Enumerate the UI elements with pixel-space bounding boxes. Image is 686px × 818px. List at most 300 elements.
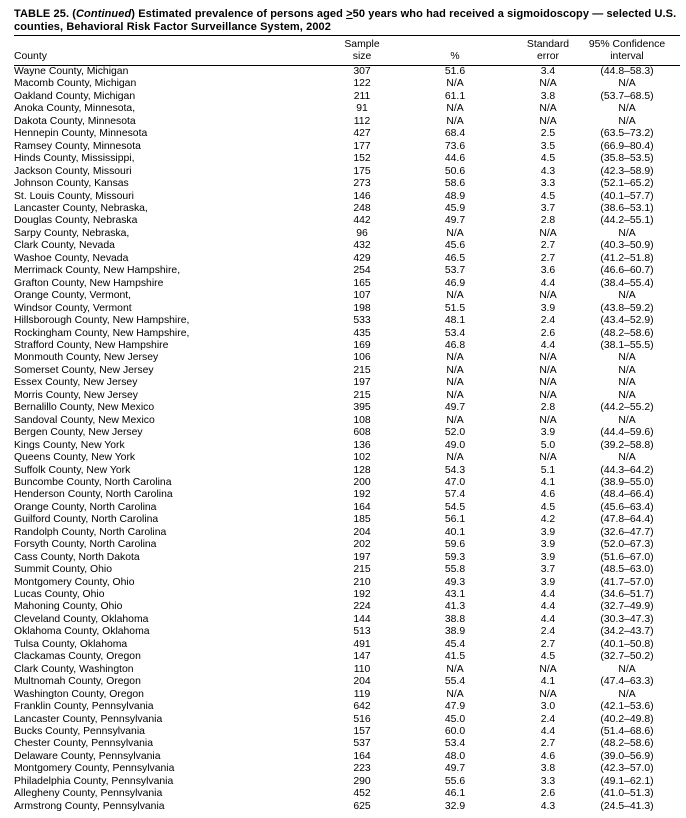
cell-confidence-interval: N/A	[618, 688, 636, 700]
cell-sample-size: 491	[353, 638, 371, 650]
cell-percent: 49.3	[444, 576, 466, 588]
cell-percent: 58.6	[444, 178, 466, 190]
cell-percent: 49.0	[444, 439, 466, 451]
cell-percent: 57.4	[444, 489, 466, 501]
cell-confidence-interval: (44.8–58.3)	[600, 66, 654, 77]
cell-confidence-interval: (44.2–55.1)	[600, 215, 654, 227]
cell-county: Somerset County, New Jersey	[14, 364, 154, 376]
cell-county: Washoe County, Nevada	[14, 252, 129, 264]
cell-standard-error: 3.5	[540, 140, 556, 152]
cell-county: Strafford County, New Hampshire	[14, 339, 169, 351]
cell-sample-size: 248	[353, 202, 371, 214]
cell-county: Rockingham County, New Hampshire,	[14, 327, 190, 339]
cell-sample-size: 254	[353, 265, 371, 277]
cell-confidence-interval: (32.6–47.7)	[600, 526, 654, 538]
cell-percent: 48.1	[444, 315, 466, 327]
cell-percent: 56.1	[444, 514, 466, 526]
cell-confidence-interval: (41.0–51.3)	[600, 788, 654, 800]
cell-county: Merrimack County, New Hampshire,	[14, 265, 181, 277]
cell-sample-size: 144	[353, 613, 371, 625]
cell-standard-error: 3.6	[540, 265, 556, 277]
cell-percent: 59.6	[444, 539, 466, 551]
cell-percent: 47.0	[444, 476, 466, 488]
cell-confidence-interval: (48.2–58.6)	[600, 327, 654, 339]
cell-percent: 51.5	[444, 302, 466, 314]
table-row	[14, 265, 680, 277]
cell-confidence-interval: (53.7–68.5)	[600, 90, 654, 102]
cell-county: Hennepin County, Minnesota	[14, 128, 148, 140]
cell-standard-error: 3.9	[540, 576, 556, 588]
table-row	[14, 303, 680, 315]
table-row	[14, 103, 680, 115]
cell-percent: 32.9	[444, 800, 466, 812]
cell-standard-error: N/A	[539, 452, 557, 464]
header-sample-size: Sample size	[336, 36, 388, 66]
cell-standard-error: 2.7	[540, 638, 556, 650]
cell-sample-size: 215	[353, 364, 371, 376]
cell-standard-error: 3.9	[540, 427, 556, 439]
table-row	[14, 253, 680, 265]
cell-percent: N/A	[446, 663, 464, 675]
table-title-line2: counties, Behavioral Risk Factor Surveillance System, 2002	[14, 20, 331, 33]
cell-sample-size: 307	[353, 66, 371, 77]
cell-standard-error: 2.7	[540, 738, 556, 750]
cell-county: Cleveland County, Oklahoma	[14, 613, 149, 625]
table-row	[14, 564, 680, 576]
cell-percent: 68.4	[444, 128, 466, 140]
cell-confidence-interval: (35.8–53.5)	[600, 153, 654, 165]
cell-sample-size: 273	[353, 178, 371, 190]
cell-percent: N/A	[446, 377, 464, 389]
table-row	[14, 215, 680, 227]
cell-percent: 55.4	[444, 676, 466, 688]
cell-percent: 48.9	[444, 190, 466, 202]
cell-percent: N/A	[446, 78, 464, 90]
cell-county: Lancaster County, Nebraska,	[14, 202, 148, 214]
cell-standard-error: 4.3	[540, 800, 556, 812]
cell-percent: 41.5	[444, 651, 466, 663]
table-row	[14, 626, 680, 638]
table-row	[14, 701, 680, 713]
table-row	[14, 228, 680, 240]
cell-confidence-interval: (43.8–59.2)	[600, 302, 654, 314]
cell-county: Oakland County, Michigan	[14, 90, 136, 102]
table-row	[14, 402, 680, 414]
table-row	[14, 763, 680, 775]
cell-sample-size: 157	[353, 726, 371, 738]
cell-standard-error: 2.7	[540, 252, 556, 264]
cell-percent: N/A	[446, 290, 464, 302]
cell-sample-size: 192	[353, 489, 371, 501]
cell-percent: N/A	[446, 352, 464, 364]
cell-confidence-interval: (41.7–57.0)	[600, 576, 654, 588]
cell-percent: 49.7	[444, 763, 466, 775]
table-row	[14, 465, 680, 477]
cell-sample-size: 192	[353, 589, 371, 601]
header-row	[14, 36, 680, 66]
cell-confidence-interval: (39.2–58.8)	[600, 439, 654, 451]
cell-county: Summit County, Ohio	[14, 564, 112, 576]
cell-percent: 49.7	[444, 402, 466, 414]
cell-standard-error: 4.5	[540, 501, 556, 513]
cell-percent: 55.6	[444, 775, 466, 787]
cell-sample-size: 165	[353, 277, 371, 289]
cell-sample-size: 452	[353, 788, 371, 800]
table-row	[14, 751, 680, 763]
cell-sample-size: 108	[353, 414, 371, 426]
cell-percent: 38.8	[444, 613, 466, 625]
cell-standard-error: 4.4	[540, 613, 556, 625]
cell-confidence-interval: N/A	[618, 377, 636, 389]
cell-county: Multnomah County, Oregon	[14, 676, 141, 688]
cell-confidence-interval: (44.3–64.2)	[600, 464, 654, 476]
table-title-line1: TABLE 25. (Continued) Estimated prevalence of persons aged >50 years who had received a sigmoidoscopy — selected U.S.	[14, 8, 677, 20]
cell-sample-size: 164	[353, 750, 371, 762]
table-row	[14, 203, 680, 215]
cell-sample-size: 91	[356, 103, 368, 115]
table-row	[14, 539, 680, 551]
cell-confidence-interval: (52.0–67.3)	[600, 539, 654, 551]
cell-county: Johnson County, Kansas	[14, 178, 129, 190]
cell-confidence-interval: (30.3–47.3)	[600, 613, 654, 625]
table-row	[14, 66, 680, 79]
cell-standard-error: N/A	[539, 352, 557, 364]
cell-confidence-interval: N/A	[618, 103, 636, 115]
cell-county: Washington County, Oregon	[14, 688, 144, 700]
cell-county: Lancaster County, Pennsylvania	[14, 713, 163, 725]
cell-standard-error: 3.7	[540, 564, 556, 576]
table-row	[14, 514, 680, 526]
cell-county: Anoka County, Minnesota,	[14, 103, 136, 115]
cell-standard-error: 4.4	[540, 277, 556, 289]
cell-standard-error: 4.4	[540, 589, 556, 601]
cell-confidence-interval: (43.4–52.9)	[600, 315, 654, 327]
cell-standard-error: N/A	[539, 290, 557, 302]
cell-sample-size: 110	[353, 663, 371, 675]
cell-sample-size: 200	[353, 476, 371, 488]
cell-confidence-interval: (40.1–50.8)	[600, 638, 654, 650]
cell-county: Dakota County, Minnesota	[14, 115, 136, 127]
cell-confidence-interval: (32.7–50.2)	[600, 651, 654, 663]
cell-percent: 43.1	[444, 589, 466, 601]
cell-sample-size: 136	[353, 439, 371, 451]
cell-confidence-interval: (46.6–60.7)	[600, 265, 654, 277]
table-row	[14, 601, 680, 613]
cell-standard-error: N/A	[539, 389, 557, 401]
cell-percent: 48.0	[444, 750, 466, 762]
greater-equal-symbol: >	[346, 8, 353, 20]
cell-percent: 45.6	[444, 240, 466, 252]
table-row	[14, 141, 680, 153]
cell-confidence-interval: (47.8–64.4)	[600, 514, 654, 526]
cell-sample-size: 147	[353, 651, 371, 663]
cell-sample-size: 112	[353, 115, 371, 127]
cell-confidence-interval: (34.6–51.7)	[600, 589, 654, 601]
cell-sample-size: 290	[353, 775, 371, 787]
cell-county: St. Louis County, Missouri	[14, 190, 134, 202]
cell-standard-error: 2.6	[540, 788, 556, 800]
cell-sample-size: 429	[353, 252, 371, 264]
table-row	[14, 340, 680, 352]
cell-standard-error: 5.1	[540, 464, 556, 476]
table-body	[14, 66, 680, 814]
cell-county: Philadelphia County, Pennsylvania	[14, 775, 174, 787]
cell-sample-size: 210	[353, 576, 371, 588]
cell-confidence-interval: N/A	[618, 78, 636, 90]
cell-standard-error: 4.5	[540, 153, 556, 165]
cell-percent: 45.4	[444, 638, 466, 650]
cell-percent: 44.6	[444, 153, 466, 165]
header-percent: %	[388, 36, 522, 66]
cell-confidence-interval: (38.6–53.1)	[600, 202, 654, 214]
cell-confidence-interval: (42.1–53.6)	[600, 701, 654, 713]
table-row	[14, 589, 680, 601]
cell-standard-error: N/A	[539, 78, 557, 90]
cell-percent: 73.6	[444, 140, 466, 152]
cell-confidence-interval: N/A	[618, 414, 636, 426]
table-row	[14, 477, 680, 489]
cell-county: Clackamas County, Oregon	[14, 651, 141, 663]
cell-standard-error: 3.9	[540, 526, 556, 538]
table-row	[14, 639, 680, 651]
cell-percent: 47.9	[444, 701, 466, 713]
table-row	[14, 427, 680, 439]
table-row	[14, 738, 680, 750]
cell-percent: 61.1	[444, 90, 466, 102]
cell-county: Bergen County, New Jersey	[14, 427, 143, 439]
cell-confidence-interval: (32.7–49.9)	[600, 601, 654, 613]
cell-percent: 46.9	[444, 277, 466, 289]
cell-standard-error: 4.1	[540, 676, 556, 688]
cell-confidence-interval: (47.4–63.3)	[600, 676, 654, 688]
table-row	[14, 352, 680, 364]
cell-sample-size: 107	[353, 290, 371, 302]
cell-standard-error: N/A	[539, 414, 557, 426]
cell-standard-error: 3.3	[540, 178, 556, 190]
cell-sample-size: 427	[353, 128, 371, 140]
table-row	[14, 91, 680, 103]
cell-standard-error: 2.4	[540, 626, 556, 638]
cell-standard-error: 3.8	[540, 90, 556, 102]
cell-sample-size: 211	[353, 90, 371, 102]
table-row	[14, 714, 680, 726]
cell-sample-size: 198	[353, 302, 371, 314]
cell-confidence-interval: (44.4–59.6)	[600, 427, 654, 439]
cell-confidence-interval: (51.4–68.6)	[600, 726, 654, 738]
cell-standard-error: 3.9	[540, 302, 556, 314]
cell-percent: N/A	[446, 364, 464, 376]
cell-confidence-interval: (42.3–57.0)	[600, 763, 654, 775]
cell-sample-size: 223	[353, 763, 371, 775]
cell-county: Monmouth County, New Jersey	[14, 352, 159, 364]
cell-standard-error: 4.2	[540, 514, 556, 526]
cell-county: Henderson County, North Carolina	[14, 489, 173, 501]
cell-county: Morris County, New Jersey	[14, 389, 138, 401]
cell-percent: 54.3	[444, 464, 466, 476]
cell-standard-error: 2.8	[540, 215, 556, 227]
cell-sample-size: 442	[353, 215, 371, 227]
cell-county: Bucks County, Pennsylvania	[14, 726, 145, 738]
cell-percent: 40.1	[444, 526, 466, 538]
cell-confidence-interval: (42.3–58.9)	[600, 165, 654, 177]
cell-confidence-interval: N/A	[618, 227, 636, 239]
cell-sample-size: 435	[353, 327, 371, 339]
cell-county: Jackson County, Missouri	[14, 165, 132, 177]
cell-standard-error: 4.3	[540, 165, 556, 177]
cell-county: Orange County, North Carolina	[14, 501, 157, 513]
cell-sample-size: 533	[353, 315, 371, 327]
cell-confidence-interval: (38.4–55.4)	[600, 277, 654, 289]
cell-sample-size: 204	[353, 526, 371, 538]
cell-sample-size: 128	[353, 464, 371, 476]
cell-percent: N/A	[446, 115, 464, 127]
cell-confidence-interval: (38.1–55.5)	[600, 339, 654, 351]
table-row	[14, 390, 680, 402]
table-row	[14, 502, 680, 514]
cell-sample-size: 224	[353, 601, 371, 613]
cell-county: Buncombe County, North Carolina	[14, 476, 172, 488]
cell-sample-size: 119	[353, 688, 371, 700]
header-county: County	[14, 36, 336, 66]
cell-confidence-interval: (48.4–66.4)	[600, 489, 654, 501]
cell-standard-error: N/A	[539, 688, 557, 700]
cell-sample-size: 175	[353, 165, 371, 177]
table-row	[14, 440, 680, 452]
table-row	[14, 166, 680, 178]
table-row	[14, 788, 680, 800]
cell-confidence-interval: N/A	[618, 364, 636, 376]
table-row	[14, 676, 680, 688]
cell-sample-size: 96	[356, 227, 368, 239]
cell-sample-size: 202	[353, 539, 371, 551]
cell-county: Wayne County, Michigan	[14, 66, 129, 77]
cell-sample-size: 197	[353, 377, 371, 389]
cell-standard-error: 4.6	[540, 750, 556, 762]
cell-county: Delaware County, Pennsylvania	[14, 750, 161, 762]
cell-standard-error: 2.6	[540, 327, 556, 339]
cell-percent: N/A	[446, 452, 464, 464]
cell-county: Montgomery County, Ohio	[14, 576, 135, 588]
table-row	[14, 651, 680, 663]
cell-sample-size: 197	[353, 551, 371, 563]
table-row	[14, 178, 680, 190]
cell-confidence-interval: (38.9–55.0)	[600, 476, 654, 488]
cell-standard-error: 2.4	[540, 713, 556, 725]
cell-confidence-interval: N/A	[618, 290, 636, 302]
cell-standard-error: 3.9	[540, 539, 556, 551]
cell-county: Essex County, New Jersey	[14, 377, 138, 389]
cell-percent: 46.1	[444, 788, 466, 800]
cell-percent: N/A	[446, 688, 464, 700]
table-row	[14, 78, 680, 90]
cell-standard-error: 4.5	[540, 651, 556, 663]
cell-standard-error: 3.9	[540, 551, 556, 563]
table-row	[14, 452, 680, 464]
cell-standard-error: N/A	[539, 364, 557, 376]
cell-confidence-interval: (40.2–49.8)	[600, 713, 654, 725]
cell-standard-error: 5.0	[540, 439, 556, 451]
cell-percent: N/A	[446, 103, 464, 115]
cell-percent: 45.9	[444, 202, 466, 214]
cell-confidence-interval: N/A	[618, 389, 636, 401]
cell-county: Macomb County, Michigan	[14, 78, 137, 90]
cell-county: Clark County, Nevada	[14, 240, 115, 252]
table-row	[14, 689, 680, 701]
cell-percent: 52.0	[444, 427, 466, 439]
prevalence-table	[14, 36, 680, 813]
cell-standard-error: 3.4	[540, 66, 556, 77]
cell-sample-size: 177	[353, 140, 371, 152]
cell-percent: 53.7	[444, 265, 466, 277]
cell-county: Grafton County, New Hampshire	[14, 277, 164, 289]
cell-standard-error: 2.4	[540, 315, 556, 327]
cell-percent: N/A	[446, 414, 464, 426]
cell-county: Douglas County, Nebraska	[14, 215, 138, 227]
cell-sample-size: 537	[353, 738, 371, 750]
table-row	[14, 776, 680, 788]
cell-confidence-interval: (48.5–63.0)	[600, 564, 654, 576]
cell-confidence-interval: N/A	[618, 115, 636, 127]
cell-standard-error: 4.4	[540, 339, 556, 351]
cell-county: Mahoning County, Ohio	[14, 601, 123, 613]
cell-county: Kings County, New York	[14, 439, 125, 451]
cell-confidence-interval: (39.0–56.9)	[600, 750, 654, 762]
cell-percent: 55.8	[444, 564, 466, 576]
table-row	[14, 365, 680, 377]
cell-sample-size: 432	[353, 240, 371, 252]
cell-sample-size: 185	[353, 514, 371, 526]
cell-county: Sandoval County, New Mexico	[14, 414, 155, 426]
cell-sample-size: 215	[353, 564, 371, 576]
cell-county: Montgomery County, Pennsylvania	[14, 763, 175, 775]
cell-standard-error: 3.8	[540, 763, 556, 775]
table-row	[14, 415, 680, 427]
cell-confidence-interval: (44.2–55.2)	[600, 402, 654, 414]
cell-sample-size: 106	[353, 352, 371, 364]
cell-county: Randolph County, North Carolina	[14, 526, 167, 538]
cell-confidence-interval: (51.6–67.0)	[600, 551, 654, 563]
table-row	[14, 614, 680, 626]
cell-county: Chester County, Pennsylvania	[14, 738, 153, 750]
table-row	[14, 315, 680, 327]
cell-sample-size: 215	[353, 389, 371, 401]
cell-county: Allegheny County, Pennsylvania	[14, 788, 163, 800]
cell-confidence-interval: (45.6–63.4)	[600, 501, 654, 513]
cell-sample-size: 625	[353, 800, 371, 812]
cell-confidence-interval: (40.1–57.7)	[600, 190, 654, 202]
cell-sample-size: 169	[353, 339, 371, 351]
cell-standard-error: N/A	[539, 377, 557, 389]
cell-county: Tulsa County, Oklahoma	[14, 638, 128, 650]
cell-standard-error: 4.4	[540, 726, 556, 738]
cell-confidence-interval: (34.2–43.7)	[600, 626, 654, 638]
table-row	[14, 290, 680, 302]
cell-percent: 41.3	[444, 601, 466, 613]
cell-sample-size: 516	[353, 713, 371, 725]
cell-county: Sarpy County, Nebraska,	[14, 227, 130, 239]
cell-county: Forsyth County, North Carolina	[14, 539, 157, 551]
cell-county: Franklin County, Pennsylvania	[14, 701, 154, 713]
table-row	[14, 801, 680, 813]
cell-standard-error: N/A	[539, 227, 557, 239]
cell-county: Cass County, North Dakota	[14, 551, 140, 563]
cell-standard-error: N/A	[539, 103, 557, 115]
table-row	[14, 153, 680, 165]
cell-sample-size: 152	[353, 153, 371, 165]
cell-county: Windsor County, Vermont	[14, 302, 132, 314]
table-row	[14, 328, 680, 340]
cell-confidence-interval: (52.1–65.2)	[600, 178, 654, 190]
